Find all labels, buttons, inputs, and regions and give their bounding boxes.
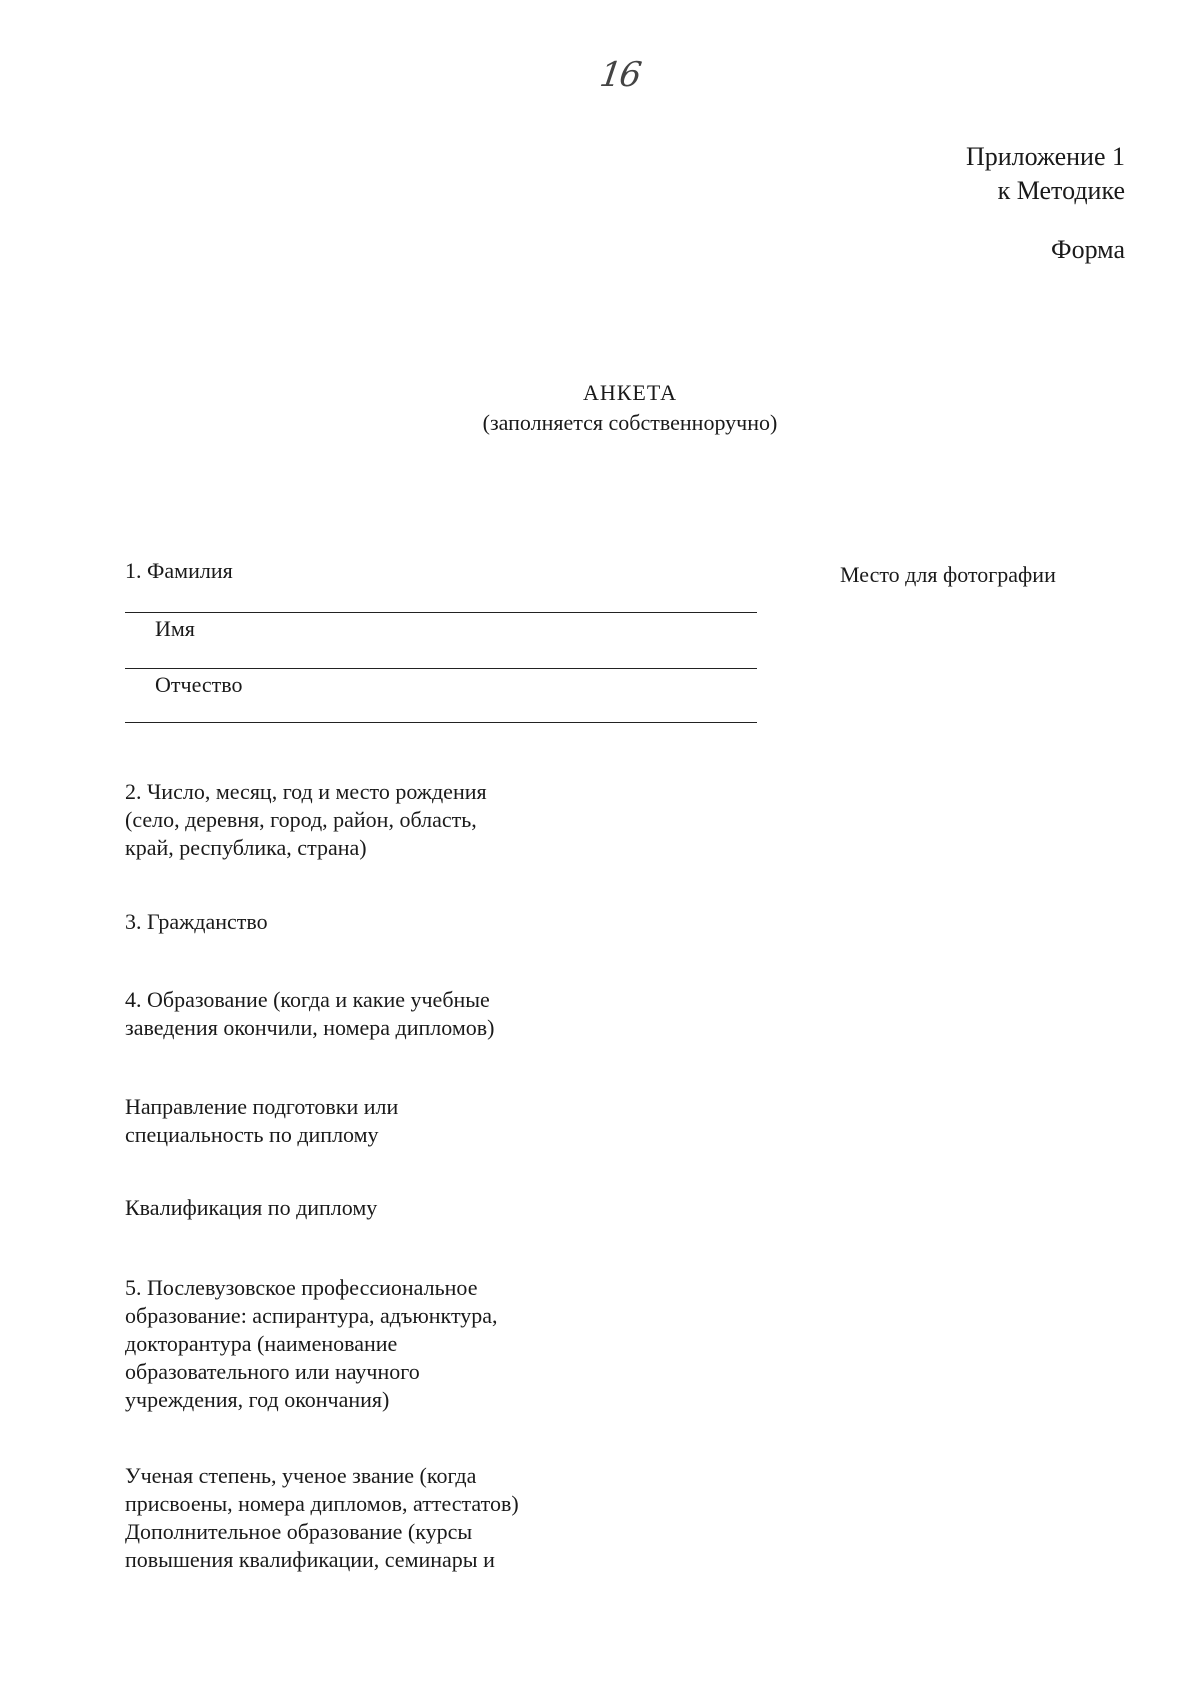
birth-line-2: (село, деревня, город, район, область, (125, 807, 477, 832)
document-title-block (0, 378, 1200, 438)
surname-line[interactable] (125, 612, 757, 613)
degree-line-2: присвоены, номера дипломов, аттестатов) (125, 1491, 519, 1516)
appendix-line-2: к Методике (997, 176, 1125, 205)
appendix-reference (966, 140, 1125, 208)
birth-line-1: 2. Число, месяц, год и место рождения (125, 779, 487, 804)
patronymic-line[interactable] (125, 722, 757, 723)
degree-line-1: Ученая степень, ученое звание (когда (125, 1463, 477, 1488)
specialty-line-1: Направление подготовки или (125, 1094, 399, 1119)
qualification-section (125, 1194, 645, 1222)
photo-placeholder-label: Место для фотографии (840, 562, 1056, 587)
postgraduate-line-4: образовательного или научного (125, 1359, 420, 1384)
surname-label: 1. Фамилия (125, 558, 233, 583)
education-line-2: заведения окончили, номера дипломов) (125, 1015, 495, 1040)
document-subtitle: (заполняется собственноручно) (482, 410, 778, 435)
postgraduate-line-2: образование: аспирантура, адъюнктура, (125, 1303, 498, 1328)
citizenship-line: 3. Гражданство (125, 909, 268, 934)
postgraduate-section (125, 1274, 645, 1414)
document-title: АНКЕТА (582, 380, 678, 405)
degree-section (125, 1462, 645, 1574)
birth-section (125, 778, 645, 862)
degree-line-3: Дополнительное образование (курсы (125, 1519, 473, 1544)
appendix-line-1: Приложение 1 (965, 142, 1125, 171)
specialty-line-2: специальность по диплому (125, 1122, 379, 1147)
postgraduate-line-5: учреждения, год окончания) (125, 1387, 390, 1412)
specialty-section (125, 1093, 645, 1149)
birth-line-3: край, республика, страна) (125, 835, 367, 860)
citizenship-section (125, 908, 645, 936)
patronymic-label: Отчество (155, 672, 243, 697)
education-line-1: 4. Образование (когда и какие учебные (125, 987, 490, 1012)
postgraduate-line-3: докторантура (наименование (125, 1331, 398, 1356)
first-name-label: Имя (155, 616, 195, 641)
first-name-line[interactable] (125, 668, 757, 669)
postgraduate-line-1: 5. Послевузовское профессиональное (125, 1275, 478, 1300)
form-label: Форма (1051, 235, 1125, 264)
handwritten-page-number: 16 (597, 55, 643, 95)
degree-line-4: повышения квалификации, семинары и (125, 1547, 495, 1572)
education-section (125, 986, 645, 1042)
qualification-line: Квалификация по диплому (125, 1195, 378, 1220)
